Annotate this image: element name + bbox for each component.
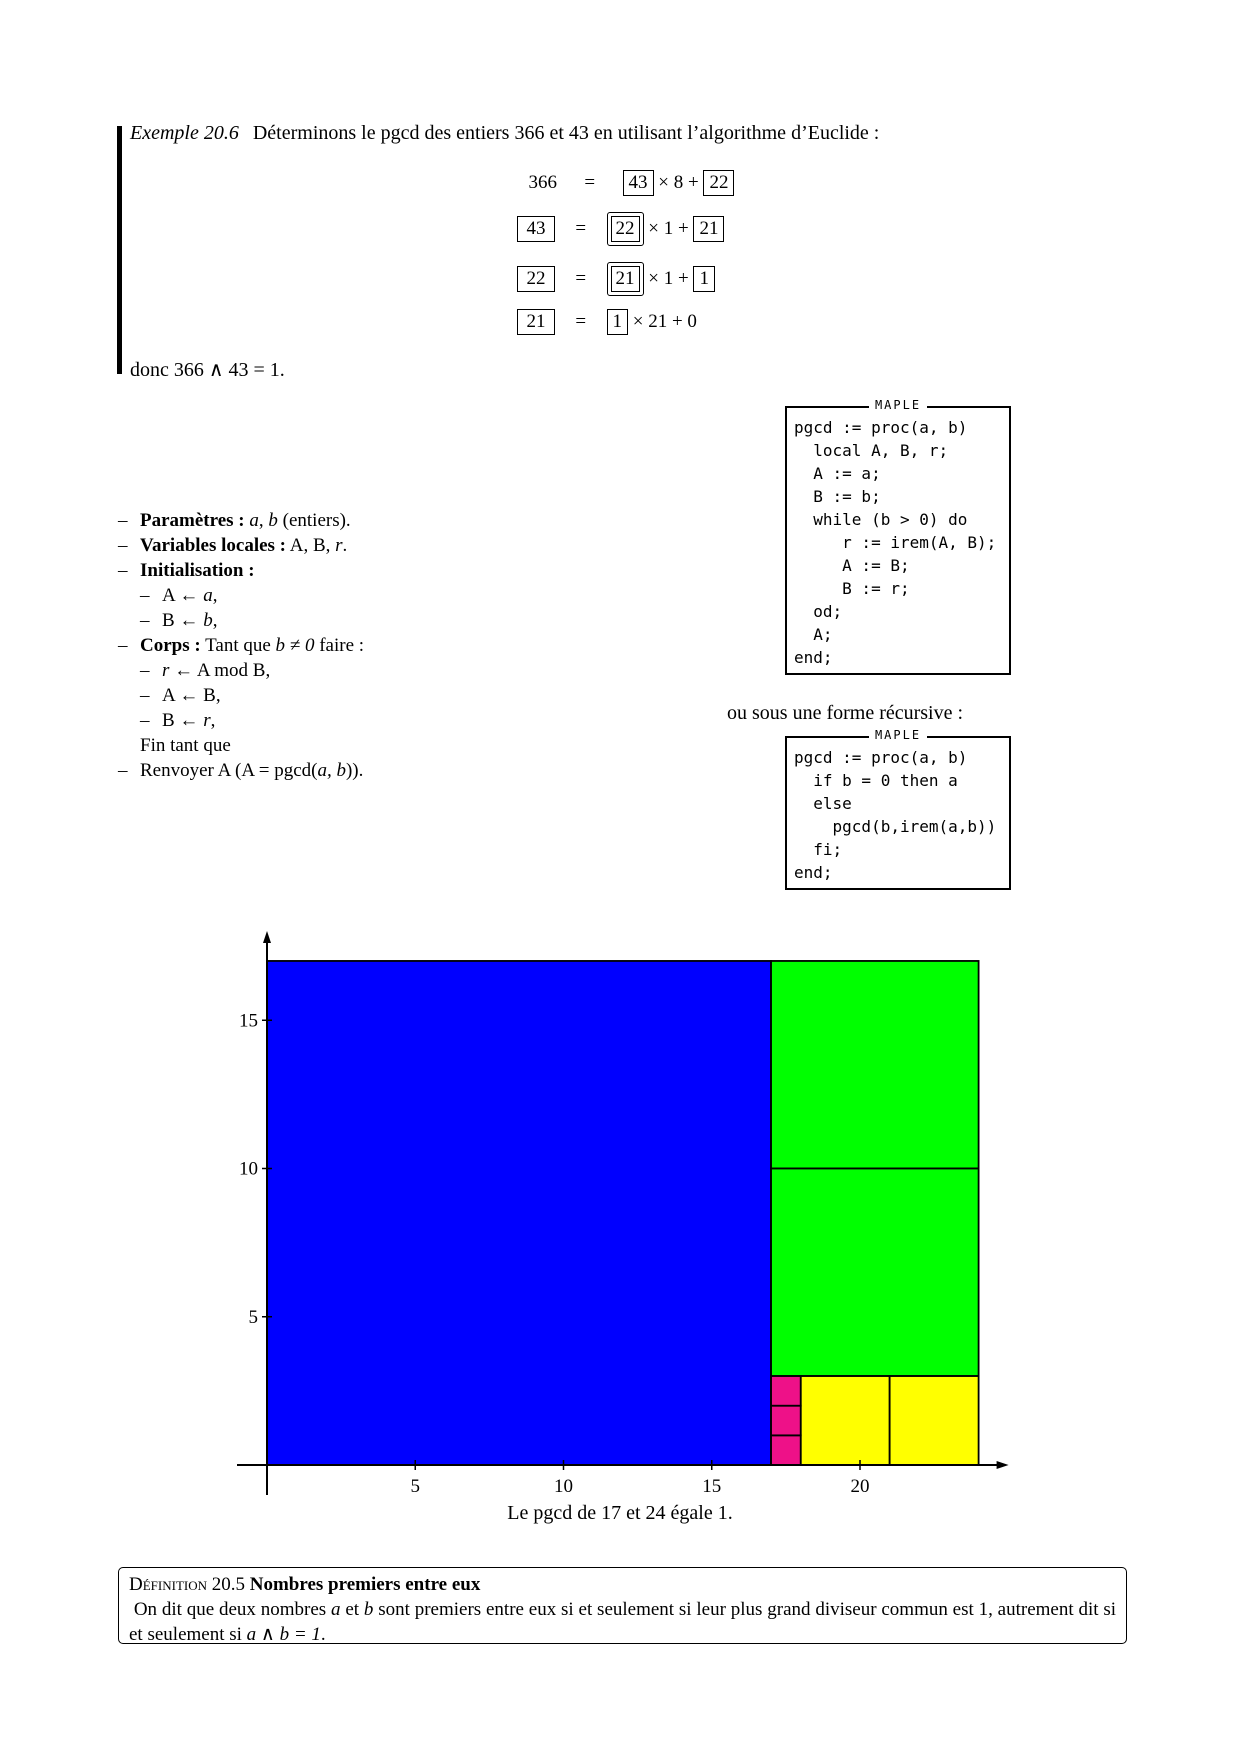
square-7-b <box>771 1169 979 1377</box>
algo-body-3: – B ← r, <box>140 710 216 731</box>
algo-locals: – Variables locales : A, B, r. <box>118 535 348 556</box>
square-17 <box>267 961 771 1465</box>
euclid-row-2: 43 = 22 × 1 + 21 <box>517 212 724 246</box>
algo-init: – Initialisation : <box>118 560 255 581</box>
algo-end-loop: Fin tant que <box>140 735 231 756</box>
algo-body-1: – r ← A mod B, <box>140 660 271 681</box>
algo-return: – Renvoyer A (A = pgcd(a, b)). <box>118 760 364 781</box>
euclid-row-3: 22 = 21 × 1 + 1 <box>517 262 715 296</box>
euclid-row-1: 366 = 43 × 8 + 22 <box>521 170 734 196</box>
definition-text: On dit que deux nombres a et b sont premiers entre eux si et seulement si leur plus grand diviseur commun est 1, autrement dit si et seulement si a ∧ b = 1. <box>129 1599 1117 1645</box>
algo-init-1: – A ← a, <box>140 585 218 606</box>
example-intro: Déterminons le pgcd des entiers 366 et 43 en utilisant l’algorithme d’Euclide : <box>252 122 880 144</box>
example-conclusion: donc 366 ∧ 43 = 1. <box>130 359 285 381</box>
square-1-b <box>771 1406 801 1436</box>
y-tick-label-10: 10 <box>239 1158 258 1180</box>
x-tick-label-20: 20 <box>850 1476 870 1497</box>
y-tick-label-15: 15 <box>239 1010 258 1032</box>
maple-recursive-title: MAPLE <box>869 728 927 742</box>
y-axis-arrow <box>263 931 271 943</box>
maple-iterative-title: MAPLE <box>869 398 927 412</box>
recursive-label: ou sous une forme récursive : <box>727 702 964 724</box>
square-3-b <box>890 1376 979 1465</box>
square-3-a <box>801 1376 890 1465</box>
x-tick-label-5: 5 <box>410 1476 420 1497</box>
example-label: Exemple 20.6 <box>130 122 239 144</box>
algo-body-2: – A ← B, <box>140 685 221 706</box>
y-tick-label-5: 5 <box>248 1306 258 1328</box>
diagram-caption: Le pgcd de 17 et 24 égale 1. <box>507 1502 733 1524</box>
square-1-c <box>771 1376 801 1406</box>
definition-name: Nombres premiers entre eux <box>249 1574 481 1595</box>
x-tick-label-10: 10 <box>554 1476 573 1497</box>
maple-recursive-code: pgcd := proc(a, b) if b = 0 then a else pgcd(b,irem(a,b)) fi; end; <box>794 748 997 882</box>
definition-box <box>118 1567 1127 1644</box>
x-axis-arrow <box>997 1461 1009 1469</box>
algo-params: – Paramètres : a, b (entiers). <box>118 510 351 531</box>
x-tick-label-15: 15 <box>702 1476 722 1497</box>
definition-label: Définition 20.5 <box>129 1574 245 1595</box>
algo-init-2: – B ← b, <box>140 610 218 631</box>
square-1-a <box>771 1435 801 1465</box>
square-7-a <box>771 961 979 1169</box>
maple-iterative-code: pgcd := proc(a, b) local A, B, r; A := a; B := b; while (b > 0) do r := irem(A, B); A := B; B := r; od; A; end; <box>794 418 997 667</box>
euclid-row-4: 21 = 1 × 21 + 0 <box>517 309 697 335</box>
algo-body: – Corps : Tant que b ≠ 0 faire : <box>118 635 365 656</box>
